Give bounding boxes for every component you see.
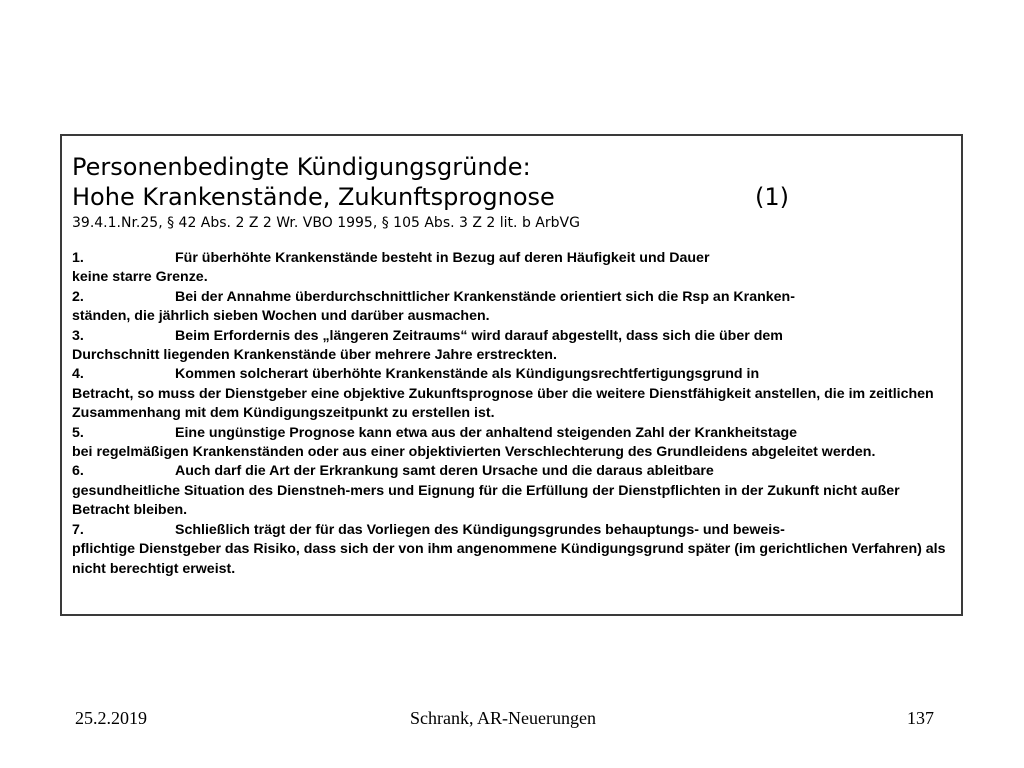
title-line-2 — [72, 182, 951, 212]
list-item — [72, 327, 951, 366]
list-item — [72, 249, 951, 288]
list-item — [72, 424, 951, 463]
footer-author-title: Schrank, AR-Neuerungen — [410, 708, 596, 728]
list-item — [72, 521, 951, 579]
item-continuation: Durchschnitt liegenden Krankenstände über mehrere Jahre erstreckten. — [72, 347, 557, 364]
item-number: 5. — [72, 424, 84, 441]
list-item — [72, 462, 951, 520]
item-continuation: pflichtige Dienstgeber das Risiko, dass sich der von ihm angenommene Kündigungsgrund später (im gerichtlichen Verfahren) als nicht berechtigt erweist. — [72, 541, 946, 577]
page-number: 137 — [907, 708, 934, 728]
list-item — [72, 288, 951, 327]
item-first-line: Für überhöhte Krankenstände besteht in Bezug auf deren Häufigkeit und Dauer — [175, 250, 710, 266]
item-number: 3. — [72, 327, 84, 344]
item-number: 7. — [72, 521, 84, 538]
item-first-line: Beim Erfordernis des „längeren Zeitraums“ wird darauf abgestellt, dass sich die über dem — [175, 327, 783, 344]
title-number: (1) — [755, 183, 789, 211]
item-continuation: bei regelmäßigen Krankenständen oder aus einer objektivierten Verschlechterung des Grundleidens abgeleitet werden. — [72, 444, 876, 461]
item-number: 6. — [72, 463, 84, 480]
title-text: Hohe Krankenstände, Zukunftsprognose — [72, 183, 555, 211]
item-first-line: Bei der Annahme überdurchschnittlicher Krankenstände orientiert sich die Rsp an Kranken- — [175, 288, 795, 305]
title-line-1: Personenbedingte Kündigungsgründe: — [72, 153, 531, 181]
item-number: 4. — [72, 366, 84, 383]
content-box — [60, 134, 963, 616]
item-number: 1. — [72, 250, 84, 266]
list-item — [72, 365, 951, 423]
item-continuation: ständen, die jährlich sieben Wochen und darüber ausmachen. — [72, 308, 490, 325]
item-continuation: keine starre Grenze. — [72, 269, 208, 286]
item-first-line: Eine ungünstige Prognose kann etwa aus der anhaltend steigenden Zahl der Krankheitstage — [175, 424, 798, 441]
item-continuation: gesundheitliche Situation des Dienstneh-mers und Eignung für die Erfüllung der Dienstpflichten in der Zukunft nicht außer Betracht bleiben. — [72, 482, 900, 519]
item-number: 2. — [72, 288, 84, 305]
legal-reference: 39.4.1.Nr.25, § 42 Abs. 2 Z 2 Wr. VBO 1995, § 105 Abs. 3 Z 2 lit. b ArbVG — [72, 215, 580, 231]
numbered-list — [72, 249, 951, 579]
item-first-line: Auch darf die Art der Erkrankung samt deren Ursache und die daraus ableitbare — [175, 463, 714, 480]
item-first-line: Schließlich trägt der für das Vorliegen des Kündigungsgrundes behauptungs- und beweis- — [175, 521, 785, 538]
footer-date: 25.2.2019 — [75, 708, 147, 728]
item-first-line: Kommen solcherart überhöhte Krankenstände als Kündigungsrechtfertigungsgrund in — [175, 366, 760, 383]
item-continuation: Betracht, so muss der Dienstgeber eine objektive Zukunftsprognose über die weitere Dienstfähigkeit anstellen, die im zeitlichen Zusammenhang mit dem Kündigungszeitpunkt zu erstellen ist. — [72, 385, 934, 422]
